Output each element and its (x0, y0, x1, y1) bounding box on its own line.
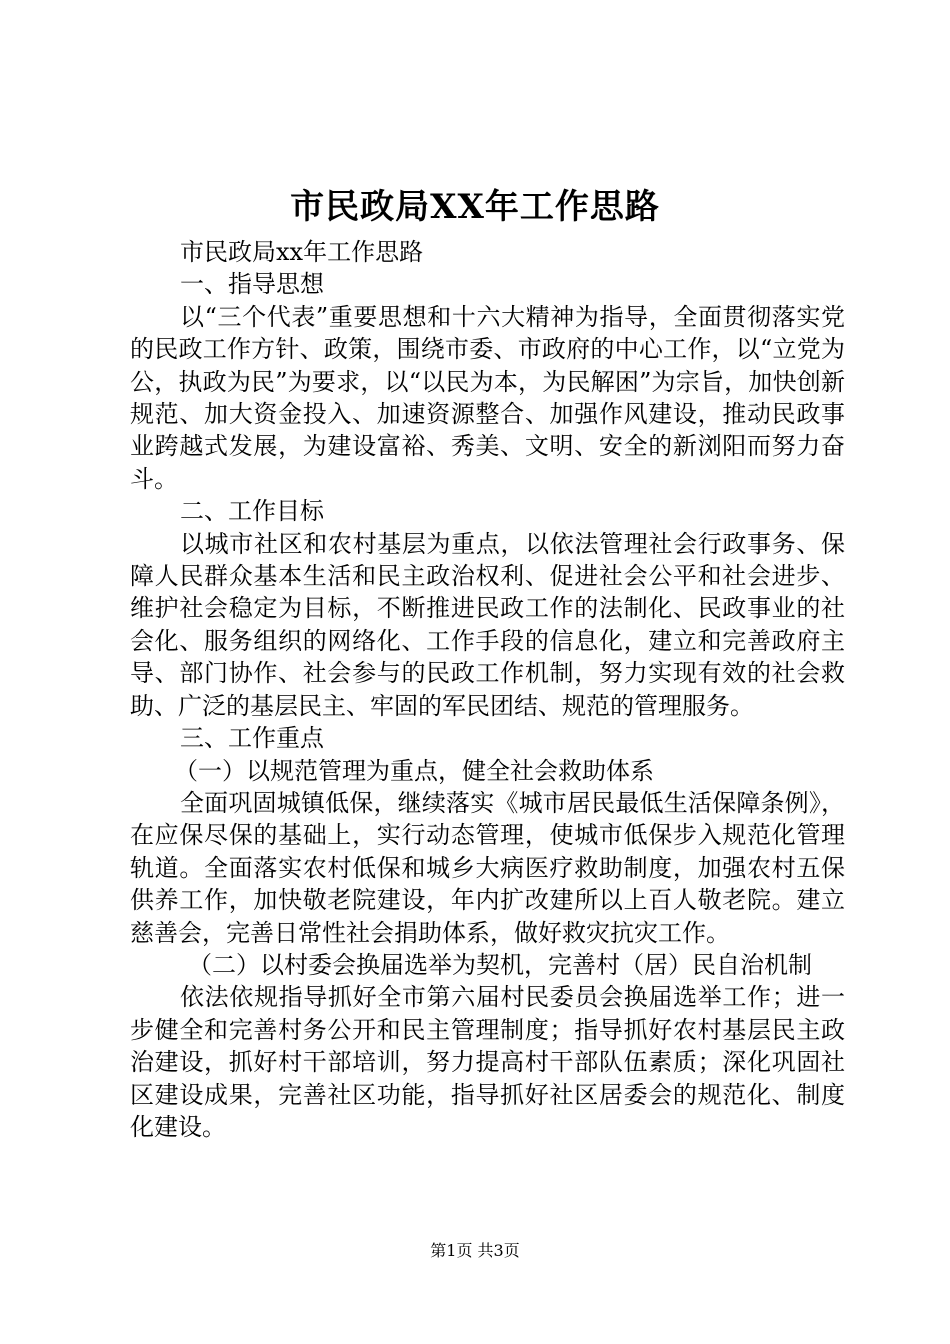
document-body (130, 236, 845, 1143)
subtitle-paragraph: 市民政局xx年工作思路 (180, 238, 424, 266)
document-title: 市民政局XX年工作思路 (290, 187, 660, 227)
page-footer: 第1页 共3页 (430, 1241, 520, 1260)
subsection-heading-1: （一）以规范管理为重点，健全社会救助体系 (174, 756, 654, 785)
section-heading-work-focus: 三、工作重点 (180, 724, 324, 753)
paragraph-village-autonomy: 依法依规指导抓好全市第六届村民委员会换届选举工作；进一步健全和完善村务公开和民主管理制度；指导抓好农村基层民主政治建设，抓好村干部培训，努力提高村干部队伍素质；深化巩固社区建设成果，完善社区功能，指导抓好社区居委会的规范化、制度化建设。 (130, 983, 845, 1141)
paragraph-guiding-thought: 以“三个代表”重要思想和十六大精神为指导，全面贯彻落实党的民政工作方针、政策，围绕市委、市政府的中心工作，以“立党为公，执政为民”为要求，以“以民为本，为民解困”为宗旨，加快创新规范、加大资金投入、加速资源整合、加强作风建设，推动民政事业跨越式发展，为建设富裕、秀美、文明、安全的新浏阳而努力奋斗。 (130, 302, 845, 493)
section-heading-guiding-thought: 一、指导思想 (180, 270, 324, 299)
paragraph-work-goals: 以城市社区和农村基层为重点，以依法管理社会行政事务、保障人民群众基本生活和民主政治权利、促进社会公平和社会进步、维护社会稳定为目标，不断推进民政工作的法制化、民政事业的社会化、服务组织的网络化、工作手段的信息化，建立和完善政府主导、部门协作、社会参与的民政工作机制，努力实现有效的社会救助、广泛的基层民主、牢固的军民团结、规范的管理服务。 (130, 529, 845, 720)
subsection-heading-2: （二）以村委会换届选举为契机，完善村（居）民自治机制 (188, 950, 812, 979)
section-heading-work-goals: 二、工作目标 (180, 497, 324, 526)
paragraph-social-assistance: 全面巩固城镇低保，继续落实《城市居民最低生活保障条例》，在应保尽保的基础上，实行动态管理，使城市低保步入规范化管理轨道。全面落实农村低保和城乡大病医疗救助制度，加强农村五保供养工作，加快敬老院建设，年内扩改建所以上百人敬老院。建立慈善会，完善日常性社会捐助体系，做好救灾抗灾工作。 (130, 788, 845, 947)
